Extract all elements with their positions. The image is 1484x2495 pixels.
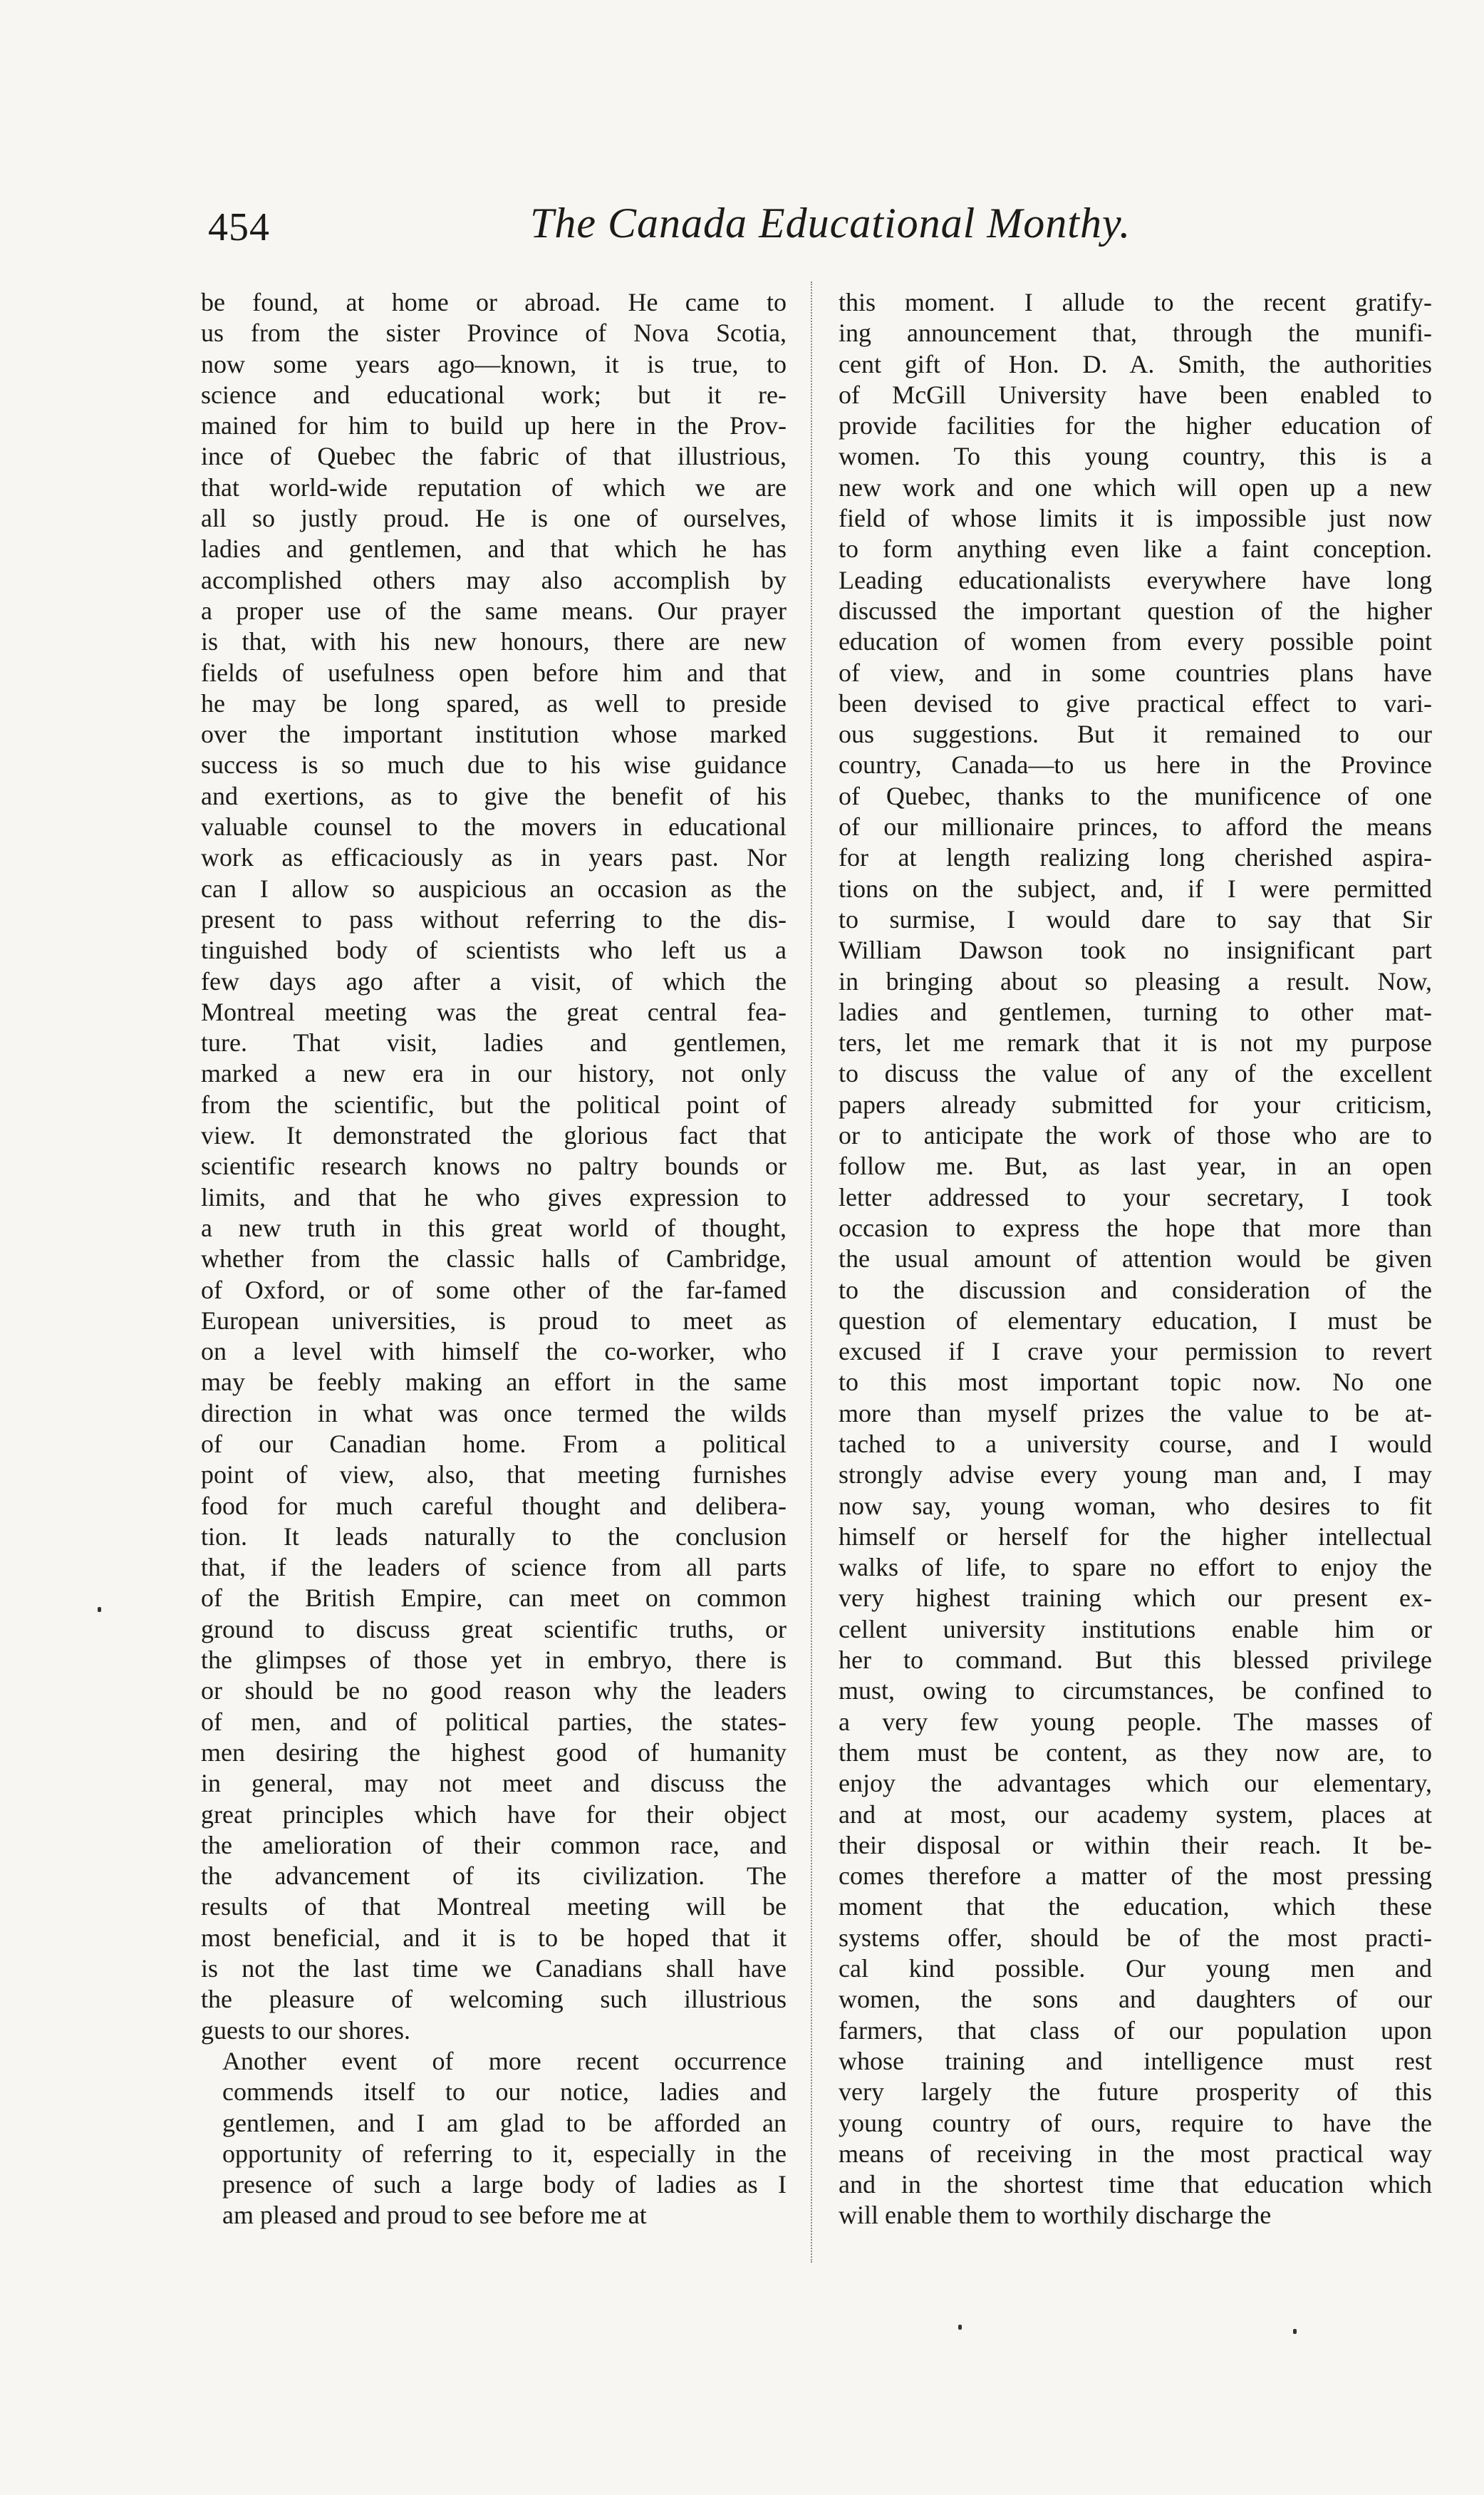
text-line: European universities, is proud to meet as (201, 1306, 787, 1335)
text-line: is not the last time we Canadians shall have (201, 1954, 787, 1983)
text-line: of McGill University have been enabled to (839, 380, 1432, 409)
text-line: now say, young woman, who desires to fit (839, 1491, 1432, 1520)
text-line: work as efficaciously as in years past. Nor (201, 843, 787, 872)
text-line: will enable them to worthily discharge the (839, 2201, 1272, 2230)
ink-speck (958, 2325, 962, 2330)
text-line: gentlemen, and I am glad to be afforded an (222, 2108, 787, 2137)
text-line: excused if I crave your permission to revert (839, 1337, 1432, 1366)
text-line: the pleasure of welcoming such illustrious (201, 1985, 787, 2014)
text-line: this moment. I allude to the recent gratify- (839, 288, 1432, 316)
text-line: strongly advise every young man and, I may (839, 1460, 1432, 1489)
text-line: of our Canadian home. From a political (201, 1429, 787, 1458)
text-line: to discuss the value of any of the excellent (839, 1059, 1432, 1088)
text-line: the usual amount of attention would be given (839, 1244, 1432, 1274)
text-line: been devised to give practical effect to vari- (839, 688, 1432, 718)
text-line: their disposal or within their reach. It be- (839, 1830, 1432, 1859)
text-line: or to anticipate the work of those who are to (839, 1121, 1432, 1150)
text-line: enjoy the advantages which our elementary, (839, 1769, 1432, 1798)
text-line: letter addressed to your secretary, I took (839, 1182, 1432, 1212)
text-line: farmers, that class of our population upon (839, 2015, 1432, 2045)
text-line: us from the sister Province of Nova Scotia, (201, 319, 787, 348)
text-line: provide facilities for the higher education of (839, 411, 1432, 440)
text-line: women, the sons and daughters of our (839, 1985, 1432, 2014)
ink-speck (98, 1607, 101, 1612)
text-line: discussed the important question of the higher (839, 596, 1432, 625)
text-line: of the British Empire, can meet on common (201, 1584, 787, 1613)
ink-speck (1293, 2329, 1297, 2334)
text-line: a proper use of the same means. Our prayer (201, 596, 787, 625)
paragraph (201, 2046, 787, 2231)
text-line: young country of ours, require to have the (839, 2108, 1432, 2137)
text-line: himself or herself for the higher intellectual (839, 1522, 1432, 1551)
text-line: ous suggestions. But it remained to our (839, 720, 1432, 749)
text-line: opportunity of referring to it, especially in the (222, 2139, 787, 2168)
text-line: ground to discuss great scientific truths, or (201, 1614, 787, 1643)
text-line: a very few young people. The masses of (839, 1707, 1432, 1736)
text-line: limits, and that he who gives expression to (201, 1182, 787, 1212)
text-line: be found, at home or abroad. He came to (201, 288, 787, 316)
text-line: food for much careful thought and delibera- (201, 1491, 787, 1520)
text-line: now some years ago—known, it is true, to (201, 349, 787, 378)
text-line: of Quebec, thanks to the munificence of one (839, 781, 1432, 810)
text-line: women. To this young country, this is a (839, 442, 1432, 471)
running-title: The Canada Educational Monthy. (530, 200, 1131, 247)
text-line: walks of life, to spare no effort to enjoy the (839, 1553, 1432, 1582)
text-line: am pleased and proud to see before me at (222, 2201, 647, 2230)
paragraph (201, 287, 787, 2046)
text-line: a new truth in this great world of thought, (201, 1213, 787, 1242)
text-line: fields of usefulness open before him and that (201, 658, 787, 687)
text-line: point of view, also, that meeting furnishes (201, 1460, 787, 1489)
text-line: most beneficial, and it is to be hoped that it (201, 1923, 787, 1952)
text-line: of Oxford, or of some other of the far-famed (201, 1275, 787, 1304)
text-line: must, owing to circumstances, be confined to (839, 1676, 1432, 1705)
text-line: occasion to express the hope that more than (839, 1213, 1432, 1242)
text-line: education of women from every possible point (839, 627, 1432, 656)
page-number: 454 (208, 205, 270, 249)
text-line: in general, may not meet and discuss the (201, 1769, 787, 1798)
text-line: the amelioration of their common race, and (201, 1830, 787, 1859)
text-line: accomplished others may also accomplish by (201, 565, 787, 594)
column-rule (811, 281, 812, 2263)
text-line: Another event of more recent occurrence (222, 2046, 787, 2075)
text-line: on a level with himself the co-worker, who (201, 1337, 787, 1366)
text-line: them must be content, as they now are, to (839, 1737, 1432, 1767)
text-line: presence of such a large body of ladies as I (222, 2170, 787, 2199)
text-line: follow me. But, as last year, in an open (839, 1152, 1432, 1181)
text-line: is that, with his new honours, there are new (201, 627, 787, 656)
text-line: William Dawson took no insignificant part (839, 936, 1432, 965)
text-line: tached to a university course, and I would (839, 1429, 1432, 1458)
text-line: of men, and of political parties, the states- (201, 1707, 787, 1736)
text-line: of our millionaire princes, to afford the means (839, 812, 1432, 842)
text-line: view. It demonstrated the glorious fact that (201, 1121, 787, 1150)
text-line: guests to our shores. (201, 2015, 410, 2045)
text-line: few days ago after a visit, of which the (201, 966, 787, 996)
text-line: whether from the classic halls of Cambridge, (201, 1244, 787, 1274)
text-line: moment that the education, which these (839, 1892, 1432, 1921)
text-line: that, if the leaders of science from all parts (201, 1553, 787, 1582)
paragraph (839, 287, 1432, 2231)
text-line: ince of Quebec the fabric of that illustrious, (201, 442, 787, 471)
text-line: new work and one which will open up a new (839, 472, 1432, 502)
text-line: Montreal meeting was the great central fea- (201, 997, 787, 1026)
text-line: ladies and gentlemen, and that which he has (201, 534, 787, 564)
text-line: very highest training which our present ex- (839, 1584, 1432, 1613)
text-line: may be feebly making an effort in the same (201, 1368, 787, 1397)
text-line: cellent university institutions enable him or (839, 1614, 1432, 1643)
text-line: cent gift of Hon. D. A. Smith, the authorities (839, 349, 1432, 378)
text-line: results of that Montreal meeting will be (201, 1892, 787, 1921)
text-line: or should be no good reason why the leaders (201, 1676, 787, 1705)
text-line: direction in what was once termed the wilds (201, 1398, 787, 1427)
text-line: the glimpses of those yet in embryo, there is (201, 1646, 787, 1675)
right-column (839, 287, 1432, 2231)
text-line: ing announcement that, through the munifi- (839, 319, 1432, 348)
text-line: of view, and in some countries plans have (839, 658, 1432, 687)
left-column (201, 287, 787, 2231)
text-line: country, Canada—to us here in the Province (839, 750, 1432, 780)
text-line: to surmise, I would dare to say that Sir (839, 904, 1432, 934)
text-line: and in the shortest time that education which (839, 2170, 1432, 2199)
text-line: whose training and intelligence must rest (839, 2046, 1432, 2075)
text-line: ters, let me remark that it is not my purpose (839, 1028, 1432, 1058)
text-line: science and educational work; but it re- (201, 380, 787, 409)
text-line: Leading educationalists everywhere have long (839, 565, 1432, 594)
text-line: to this most important topic now. No one (839, 1368, 1432, 1397)
text-line: valuable counsel to the movers in educational (201, 812, 787, 842)
text-line: all so justly proud. He is one of ourselves, (201, 504, 787, 533)
text-line: men desiring the highest good of humanity (201, 1737, 787, 1767)
text-line: tions on the subject, and, if I were permitted (839, 874, 1432, 903)
text-line: mained for him to build up here in the Prov- (201, 411, 787, 440)
text-line: and at most, our academy system, places at (839, 1799, 1432, 1829)
text-line: scientific research knows no paltry bounds or (201, 1152, 787, 1181)
text-line: means of receiving in the most practical way (839, 2139, 1432, 2168)
text-line: field of whose limits it is impossible just now (839, 504, 1432, 533)
text-line: comes therefore a matter of the most pressing (839, 1861, 1432, 1891)
text-line: her to command. But this blessed privilege (839, 1646, 1432, 1675)
text-line: systems offer, should be of the most practi- (839, 1923, 1432, 1952)
text-line: papers already submitted for your criticism, (839, 1090, 1432, 1119)
text-line: success is so much due to his wise guidance (201, 750, 787, 780)
text-line: cal kind possible. Our young men and (839, 1954, 1432, 1983)
text-line: question of elementary education, I must be (839, 1306, 1432, 1335)
text-line: present to pass without referring to the dis- (201, 904, 787, 934)
text-line: from the scientific, but the political point of (201, 1090, 787, 1119)
text-line: over the important institution whose marked (201, 720, 787, 749)
text-line: great principles which have for their object (201, 1799, 787, 1829)
text-line: tinguished body of scientists who left us a (201, 936, 787, 965)
text-line: can I allow so auspicious an occasion as the (201, 874, 787, 903)
text-line: that world-wide reputation of which we are (201, 472, 787, 502)
text-line: the advancement of its civilization. The (201, 1861, 787, 1891)
text-line: tion. It leads naturally to the conclusion (201, 1522, 787, 1551)
text-line: more than myself prizes the value to be at- (839, 1398, 1432, 1427)
text-line: ture. That visit, ladies and gentlemen, (201, 1028, 787, 1058)
text-line: commends itself to our notice, ladies and (222, 2077, 787, 2107)
text-line: and exertions, as to give the benefit of his (201, 781, 787, 810)
text-line: to the discussion and consideration of the (839, 1275, 1432, 1304)
text-line: to form anything even like a faint conception. (839, 534, 1432, 564)
text-line: for at length realizing long cherished aspira- (839, 843, 1432, 872)
text-line: marked a new era in our history, not only (201, 1059, 787, 1088)
text-line: very largely the future prosperity of this (839, 2077, 1432, 2107)
text-line: he may be long spared, as well to preside (201, 688, 787, 718)
text-line: in bringing about so pleasing a result. Now, (839, 966, 1432, 996)
text-line: ladies and gentlemen, turning to other mat- (839, 997, 1432, 1026)
